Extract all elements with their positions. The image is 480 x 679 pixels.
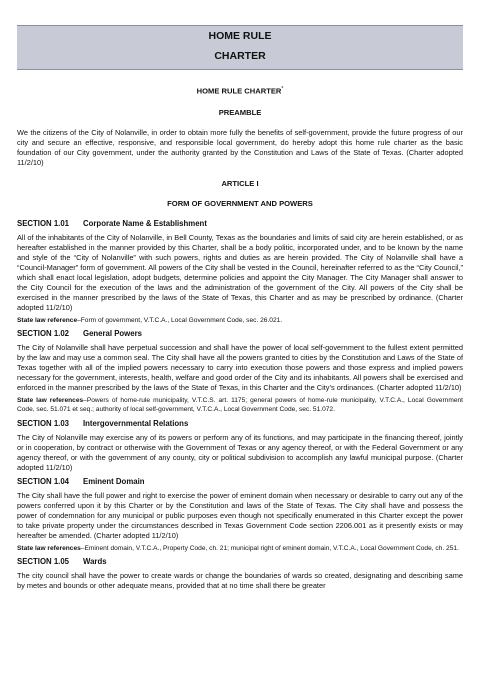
section-text: The City of Nolanville shall have perpetual succession and shall have the power of local self-government to the fullest extent permitted by the law and may use a common seal. The City shall have all the powers granted to cities by the Constitution and Laws of the State of Texas together with all of the implied powers necessary to carry into execution those powers and those express and implied powers necessary for the government, interests, health, welfare and good order of the City and its inhabitants. All powers shall be exercised and enforced in the manner prescribed by the laws of the State of Texas, in this Charter and the City’s ordinances. (Charter adopted 11/2/10): [17, 342, 463, 392]
charter-header-banner: [17, 25, 463, 70]
section-text: The city council shall have the power to create wards or change the boundaries of wards so created, designating and describing same by metes and bounds or other adequate means, provided that at no time shall there be greater: [17, 571, 463, 591]
footnote-marker[interactable]: *: [281, 86, 284, 92]
section-title: General Powers: [83, 328, 142, 338]
preamble-heading: PREAMBLE: [218, 107, 262, 117]
section-heading: [17, 219, 463, 229]
section-title: Wards: [83, 557, 107, 567]
article-subheading: FORM OF GOVERNMENT AND POWERS: [167, 198, 313, 208]
section-title: Corporate Name & Establishment: [83, 218, 207, 228]
state-law-reference: [17, 544, 463, 553]
reference-text: –Powers of home-rule municipality, V.T.C.S. art. 1175; general powers of home-rule municipality, V.T.C.A., Local Government Code, sec. 51.071 et seq.; authority of local self-government, V.T.C.A., Local Government Code, sec. 51.072.: [17, 396, 463, 414]
section-heading: [17, 419, 463, 429]
reference-text: –Form of government, V.T.C.A., Local Government Code, sec. 26.021.: [77, 316, 283, 324]
preamble-text: We the citizens of the City of Nolanville, in order to obtain more fully the benefits of self-government, provide the future progress of our city and secure an effective, responsive, and responsible local government, do hereby adopt this home rule charter as the basic foundation of our City government, under the authority granted by the Constitution and Laws of the State of Texas. (Charter adopted 11/2/10): [17, 127, 463, 167]
section-number: SECTION 1.05: [17, 557, 69, 567]
doc-title-text: HOME RULE CHARTER: [196, 86, 282, 96]
header-title-line2: CHARTER: [214, 50, 266, 62]
article-heading: ARTICLE I: [221, 178, 259, 188]
reference-text: –Eminent domain, V.T.C.A., Property Code, ch. 21; municipal right of eminent domain, V.T.C.A., Local Government Code, ch. 251.: [80, 544, 459, 552]
section-heading: [17, 477, 463, 487]
state-law-reference: [17, 396, 463, 415]
document-body: [17, 84, 463, 591]
section-heading: [17, 557, 463, 567]
section-number: SECTION 1.04: [17, 476, 69, 486]
section-heading: [17, 329, 463, 339]
section-number: SECTION 1.02: [17, 328, 69, 338]
state-law-reference: [17, 316, 463, 325]
reference-label: State law references: [17, 396, 84, 404]
reference-label: State law references: [17, 544, 81, 552]
header-title-line1: HOME RULE: [208, 30, 272, 42]
section-text: All of the inhabitants of the City of Nolanville, in Bell County, Texas as the boundaries and limits of said city are herein established, or as hereafter established in the manner provided by this Charter, shall be a body politic, incorporated under, and to be known by the name and style of the “City of Nolanville” with such powers, rights and duties as are herein provided. The City of Nolanville shall have a “Council-Manager” form of government. All powers of the City shall be vested in the Council, hereinafter referred to as the “City Council,” which shall enact local legislation, adopt budgets, determine policies and appoint the City Manager. The City Manager shall answer to the City Council for the execution of the laws and the administration of the government of the City. All powers of the City shall be exercised in the manner prescribed by the laws of the State of Texas, this Charter and as may be prescribed by ordinance. (Charter adopted 11/2/10): [17, 232, 463, 312]
section-number: SECTION 1.03: [17, 418, 69, 428]
section-title: Intergovernmental Relations: [83, 418, 189, 428]
doc-title: [17, 84, 463, 97]
section-text: The City of Nolanville may exercise any of its powers or perform any of its functions, and may participate in the financing thereof, jointly or in cooperation, by contract or otherwise with the Government of Texas or any agency thereof, or with the Federal Government or any agency thereof, or with the government of any county, city or political subdivision to accomplish any lawful municipal purpose. (Charter adopted 11/2/10): [17, 432, 463, 472]
section-title: Eminent Domain: [83, 476, 145, 486]
section-text: The City shall have the full power and right to exercise the power of eminent domain when necessary or desirable to carry out any of the powers conferred upon it by this Charter or by the Constitution and laws of the State of Texas. The City shall have and possess the power of condemnation for any municipal or public purposes even though not specifically enumerated in this Charter except the power to take private property under the circumstances described in Texas Government Code section 2206.001 as it presently exists or may hereafter be amended. (Charter adopted 11/2/10): [17, 490, 463, 540]
section-number: SECTION 1.01: [17, 218, 69, 228]
reference-label: State law reference: [17, 316, 78, 324]
